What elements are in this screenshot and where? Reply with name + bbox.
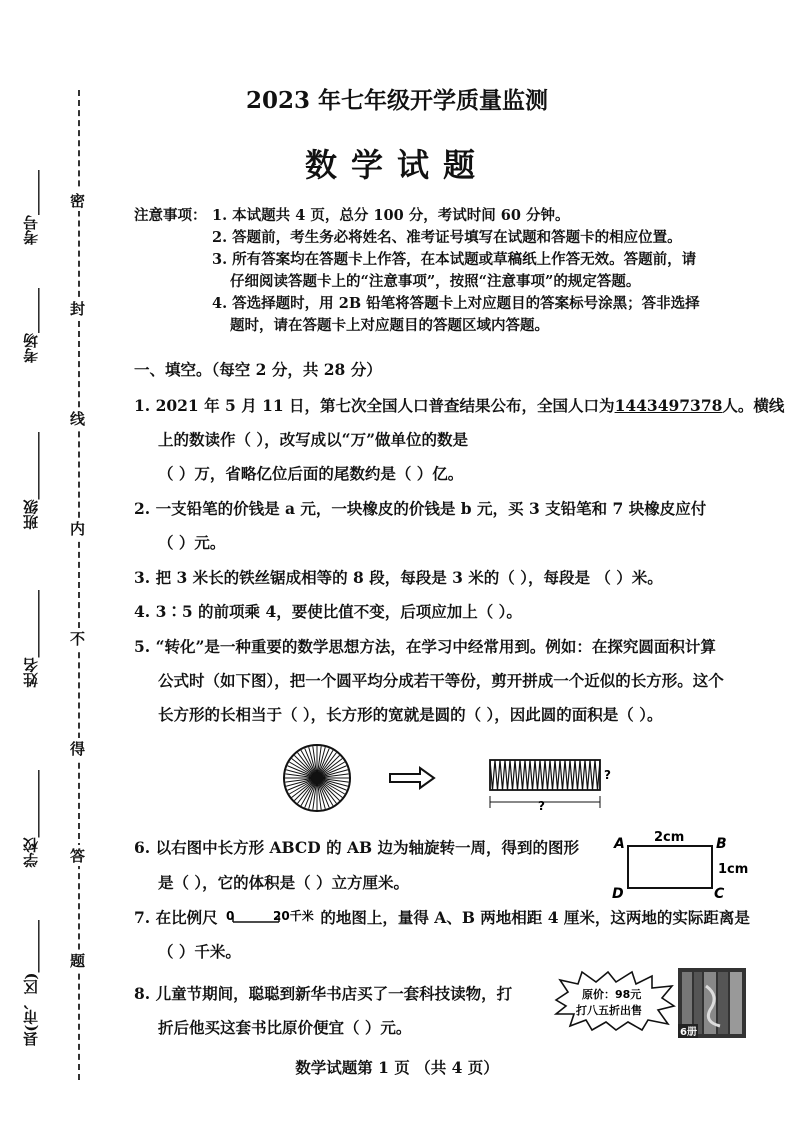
question-2-line-2: （ ）元。	[158, 533, 226, 552]
notice-label: 注意事项：	[134, 207, 207, 224]
discount-label: 打八五折出售	[576, 1004, 642, 1017]
question-6-line-2: 是（ ），它的体积是（ ）立方厘米。	[158, 873, 410, 892]
question-5: 5. “转化”是一种重要的数学思想方法，在学习中经常用到。例如：在探究圆面积计算	[134, 637, 716, 656]
question-5-line-2: 公式时（如下图），把一个圆平均分成若干等份，剪开拼成一个近似的长方形。这个	[158, 671, 724, 690]
field-name: 姓名_________	[22, 590, 40, 688]
notice-item: 3. 所有答案均在答题卡上作答，在本试题或草稿纸上作答无效。答题前，请	[212, 251, 697, 268]
seal-char: 得	[70, 740, 86, 758]
notice-item: 仔细阅读答题卡上的“注意事项”，按照“注意事项”的规定答题。	[230, 273, 641, 290]
seal-char: 密	[70, 192, 86, 210]
question-3: 3. 把 3 米长的铁丝锯成相等的 8 段，每段是 3 米的（ ），每段是 （ ）米。	[134, 568, 663, 587]
section-heading: 一、填空。（每空 2 分，共 28 分）	[134, 360, 382, 379]
right-side-label: 1cm	[718, 862, 749, 877]
notice-item: 题时，请在答题卡上对应题目的答题区域内答题。	[230, 317, 549, 334]
question-text: 7. 在比例尺	[134, 908, 218, 927]
notice-item: 2. 答题前，考生务必将姓名、准考证号填写在试题和答题卡的相应位置。	[212, 229, 682, 246]
question-5-line-3: 长方形的长相当于（ ），长方形的宽就是圆的（ ），因此圆的面积是（ ）。	[158, 705, 663, 724]
rectangle-abcd-figure	[608, 828, 758, 900]
width-label: ?	[604, 768, 611, 782]
divided-circle-icon	[284, 745, 350, 811]
page-footer: 数学试题第 1 页 （共 4 页）	[295, 1058, 499, 1077]
field-class: 班级_________	[22, 432, 40, 530]
question-1	[134, 396, 784, 416]
top-side-label: 2cm	[654, 830, 685, 845]
field-exam-number: 考号______	[22, 170, 40, 245]
notice-item: 4. 答选择题时，用 2B 铅笔将答题卡上对应题目的答案标号涂黑；答非选择	[212, 295, 700, 312]
question-text: 的地图上，量得 A、B 两地相距 4 厘米，这两地的实际距离是	[320, 908, 750, 927]
subject-title: 数学试题	[304, 146, 489, 184]
question-text: 人。横线	[722, 396, 785, 415]
population-number: 1443497378	[614, 396, 723, 415]
vertex-a-label: A	[614, 836, 625, 852]
seal-char: 封	[70, 300, 86, 318]
scale-value-label: 20千米	[272, 909, 314, 923]
book-set-icon	[676, 966, 748, 1040]
book-count-label: 6册	[680, 1027, 697, 1038]
question-1-line-3: （ ）万，省略亿位后面的尾数约是（ ）亿。	[158, 464, 464, 483]
field-exam-room: 考场______	[22, 288, 40, 363]
length-label: ?	[538, 799, 545, 813]
question-8: 8. 儿童节期间，聪聪到新华书店买了一套科技读物，打	[134, 984, 513, 1003]
approximate-rectangle-icon	[490, 760, 611, 813]
question-7-line-2: （ ）千米。	[158, 942, 241, 961]
scale-bar	[223, 908, 315, 928]
question-8-line-2: 折后他买这套书比原价便宜（ ）元。	[158, 1018, 412, 1037]
scale-zero-label: 0	[225, 909, 235, 923]
question-6: 6. 以右图中长方形 ABCD 的 AB 边为轴旋转一周，得到的图形	[134, 838, 579, 857]
seal-char: 答	[70, 847, 86, 865]
seal-char: 不	[70, 630, 86, 648]
question-1-line-2: 上的数读作（ ），改写成以“万”做单位的数是	[158, 430, 468, 449]
notice-item: 1. 本试题共 4 页，总分 100 分，考试时间 60 分钟。	[212, 207, 570, 224]
vertex-b-label: B	[716, 836, 727, 852]
sale-burst-icon	[552, 970, 676, 1032]
vertex-d-label: D	[612, 886, 624, 900]
circle-to-rectangle-figure	[270, 744, 620, 814]
original-price-label: 原价：98元	[582, 988, 642, 1001]
exam-title: 2023 年七年级开学质量监测	[245, 87, 549, 114]
seal-char: 内	[70, 520, 86, 538]
seal-char: 线	[70, 410, 86, 428]
field-school: 学校_________	[22, 770, 40, 868]
question-text: 1. 2021 年 5 月 11 日，第七次全国人口普查结果公布，全国人口为	[134, 396, 615, 415]
seal-char: 题	[70, 952, 86, 970]
vertex-c-label: C	[714, 886, 725, 900]
field-county: 县(市、区)_______	[22, 920, 40, 1047]
question-4: 4. 3∶5 的前项乘 4，要使比值不变，后项应加上（ ）。	[134, 602, 522, 621]
transform-arrow-icon	[390, 768, 434, 788]
question-7	[134, 908, 750, 928]
seal-dashed-line	[78, 90, 80, 1080]
question-2: 2. 一支铅笔的价钱是 a 元，一块橡皮的价钱是 b 元，买 3 支铅笔和 7 块橡皮应付	[134, 499, 707, 518]
